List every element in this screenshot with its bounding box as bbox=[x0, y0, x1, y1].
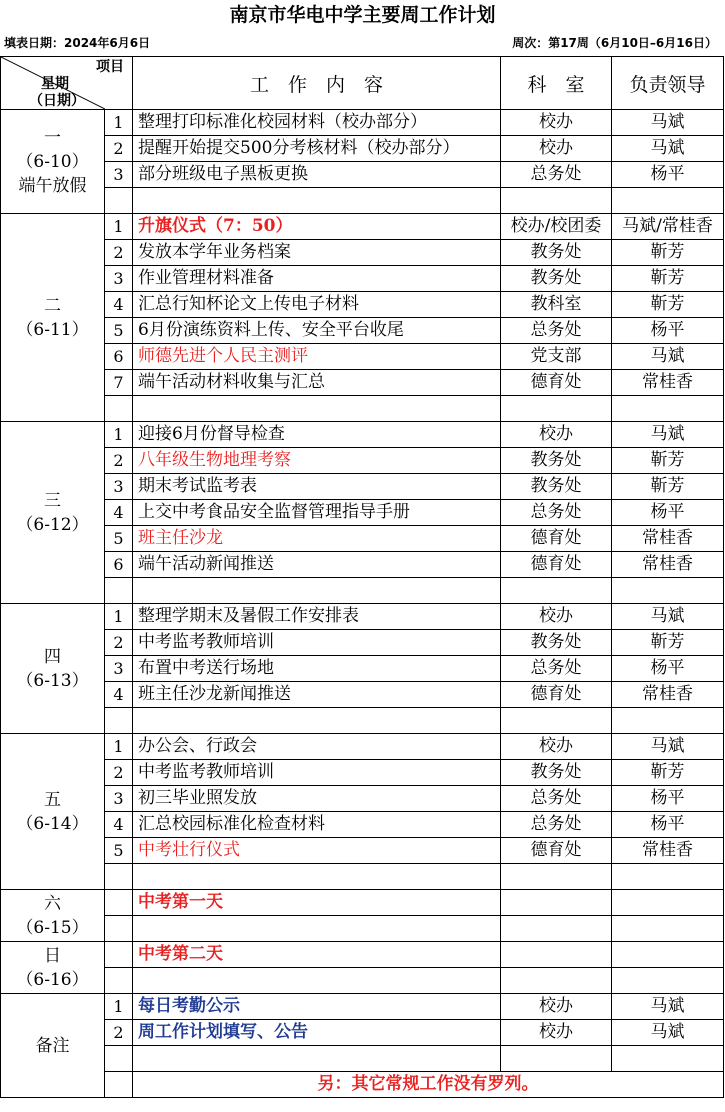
task-content: 中考监考教师培训 bbox=[133, 630, 501, 656]
task-dept: 总务处 bbox=[501, 656, 612, 682]
task-dept: 教务处 bbox=[501, 760, 612, 786]
task-dept: 总务处 bbox=[501, 786, 612, 812]
task-number: 3 bbox=[105, 786, 133, 812]
task-dept: 总务处 bbox=[501, 318, 612, 344]
day-cell bbox=[1, 942, 105, 994]
day-date: （6-14） bbox=[16, 813, 89, 834]
empty-cell bbox=[501, 1046, 612, 1072]
empty-cell bbox=[612, 942, 724, 968]
task-number: 2 bbox=[105, 136, 133, 162]
task-row bbox=[1, 812, 724, 838]
task-row bbox=[1, 240, 724, 266]
task-row bbox=[1, 786, 724, 812]
day-cell bbox=[1, 214, 105, 422]
blank-row bbox=[1, 968, 724, 994]
task-row bbox=[1, 344, 724, 370]
task-leader: 马斌 bbox=[612, 604, 724, 630]
plan-table bbox=[0, 56, 724, 1098]
task-leader: 马斌/常桂香 bbox=[612, 214, 724, 240]
task-leader: 靳芳 bbox=[612, 630, 724, 656]
task-row bbox=[1, 214, 724, 240]
task-content: 端午活动材料收集与汇总 bbox=[133, 370, 501, 396]
task-dept: 教务处 bbox=[501, 630, 612, 656]
task-dept: 校办 bbox=[501, 994, 612, 1020]
task-leader: 马斌 bbox=[612, 1020, 724, 1046]
task-row bbox=[1, 162, 724, 188]
task-leader: 常桂香 bbox=[612, 526, 724, 552]
task-row bbox=[1, 500, 724, 526]
task-number: 3 bbox=[105, 162, 133, 188]
note-row bbox=[1, 1072, 724, 1098]
day-date: （6-11） bbox=[16, 319, 89, 340]
task-leader: 马斌 bbox=[612, 344, 724, 370]
remarks-label: 备注 bbox=[1, 994, 105, 1098]
task-dept: 总务处 bbox=[501, 500, 612, 526]
task-dept: 德育处 bbox=[501, 682, 612, 708]
blank-row bbox=[1, 864, 724, 890]
weekend-event: 中考第二天 bbox=[133, 942, 501, 968]
task-leader: 杨平 bbox=[612, 318, 724, 344]
task-content: 初三毕业照发放 bbox=[133, 786, 501, 812]
task-row bbox=[1, 1020, 724, 1046]
empty-cell bbox=[133, 916, 501, 942]
empty-cell bbox=[501, 916, 612, 942]
task-number: 1 bbox=[105, 110, 133, 136]
empty-cell bbox=[612, 708, 724, 734]
content-header: 工 作 内 容 bbox=[133, 57, 501, 110]
empty-cell bbox=[501, 968, 612, 994]
empty-cell bbox=[501, 188, 612, 214]
task-dept: 教务处 bbox=[501, 240, 612, 266]
empty-cell bbox=[105, 968, 133, 994]
empty-cell bbox=[133, 968, 501, 994]
task-number: 4 bbox=[105, 292, 133, 318]
empty-cell bbox=[501, 890, 612, 916]
dept-header: 科 室 bbox=[501, 57, 612, 110]
day-name: 日 bbox=[44, 945, 61, 966]
empty-cell bbox=[133, 578, 501, 604]
header-row bbox=[1, 57, 724, 110]
task-number: 1 bbox=[105, 734, 133, 760]
empty-cell bbox=[105, 916, 133, 942]
empty-cell bbox=[133, 188, 501, 214]
task-content: 迎接6月份督导检查 bbox=[133, 422, 501, 448]
remarks-note: 另：其它常规工作没有罗列。 bbox=[133, 1072, 724, 1098]
task-dept: 校办 bbox=[501, 1020, 612, 1046]
task-row bbox=[1, 682, 724, 708]
task-dept: 德育处 bbox=[501, 838, 612, 864]
blank-row bbox=[1, 578, 724, 604]
weekend-event: 中考第一天 bbox=[133, 890, 501, 916]
leader-header: 负责领导 bbox=[612, 57, 724, 110]
task-dept: 党支部 bbox=[501, 344, 612, 370]
day-name: 六 bbox=[44, 893, 61, 914]
task-number: 5 bbox=[105, 318, 133, 344]
task-leader: 杨平 bbox=[612, 656, 724, 682]
task-dept: 教科室 bbox=[501, 292, 612, 318]
task-dept: 校办 bbox=[501, 604, 612, 630]
empty-cell bbox=[612, 1046, 724, 1072]
task-number: 7 bbox=[105, 370, 133, 396]
task-number: 3 bbox=[105, 656, 133, 682]
task-number: 4 bbox=[105, 500, 133, 526]
day-name: 三 bbox=[44, 490, 61, 511]
day-cell bbox=[1, 422, 105, 604]
task-number: 2 bbox=[105, 448, 133, 474]
task-number: 1 bbox=[105, 604, 133, 630]
task-leader: 靳芳 bbox=[612, 448, 724, 474]
task-number: 4 bbox=[105, 812, 133, 838]
empty-cell bbox=[105, 578, 133, 604]
task-dept: 校办 bbox=[501, 110, 612, 136]
task-dept: 教务处 bbox=[501, 474, 612, 500]
day-cell bbox=[1, 604, 105, 734]
task-content: 整理学期末及暑假工作安排表 bbox=[133, 604, 501, 630]
empty-cell bbox=[501, 578, 612, 604]
empty-cell bbox=[612, 968, 724, 994]
task-leader: 常桂香 bbox=[612, 370, 724, 396]
task-dept: 德育处 bbox=[501, 370, 612, 396]
task-content: 上交中考食品安全监督管理指导手册 bbox=[133, 500, 501, 526]
task-row bbox=[1, 292, 724, 318]
task-number: 2 bbox=[105, 240, 133, 266]
task-row bbox=[1, 474, 724, 500]
task-dept: 校办 bbox=[501, 734, 612, 760]
task-content: 整理打印标准化校园材料（校办部分） bbox=[133, 110, 501, 136]
task-leader: 杨平 bbox=[612, 812, 724, 838]
empty-cell bbox=[612, 578, 724, 604]
empty-cell bbox=[133, 1046, 501, 1072]
task-number: 3 bbox=[105, 266, 133, 292]
empty-cell bbox=[501, 942, 612, 968]
task-content: 中考监考教师培训 bbox=[133, 760, 501, 786]
weekend-row bbox=[1, 942, 724, 968]
blank-row bbox=[1, 188, 724, 214]
task-number: 1 bbox=[105, 994, 133, 1020]
task-leader: 马斌 bbox=[612, 110, 724, 136]
day-date: （6-10） bbox=[16, 151, 89, 172]
task-content: 八年级生物地理考察 bbox=[133, 448, 501, 474]
task-leader: 杨平 bbox=[612, 162, 724, 188]
corner-date-label: （日期） bbox=[29, 93, 85, 109]
task-content: 师德先进个人民主测评 bbox=[133, 344, 501, 370]
task-content: 班主任沙龙 bbox=[133, 526, 501, 552]
empty-cell bbox=[105, 942, 133, 968]
corner-header bbox=[1, 57, 133, 110]
task-row bbox=[1, 136, 724, 162]
task-content: 期末考试监考表 bbox=[133, 474, 501, 500]
task-leader: 杨平 bbox=[612, 500, 724, 526]
task-leader: 靳芳 bbox=[612, 240, 724, 266]
task-content: 布置中考送行场地 bbox=[133, 656, 501, 682]
task-number: 6 bbox=[105, 344, 133, 370]
task-content: 端午活动新闻推送 bbox=[133, 552, 501, 578]
empty-cell bbox=[501, 396, 612, 422]
task-content: 班主任沙龙新闻推送 bbox=[133, 682, 501, 708]
task-row bbox=[1, 760, 724, 786]
task-leader: 杨平 bbox=[612, 786, 724, 812]
task-content: 升旗仪式（7：50） bbox=[133, 214, 501, 240]
blank-row bbox=[1, 916, 724, 942]
task-dept: 总务处 bbox=[501, 812, 612, 838]
task-row bbox=[1, 266, 724, 292]
blank-row bbox=[1, 1046, 724, 1072]
empty-cell bbox=[133, 708, 501, 734]
task-content: 办公会、行政会 bbox=[133, 734, 501, 760]
task-row bbox=[1, 552, 724, 578]
page-title: 南京市华电中学主要周工作计划 bbox=[229, 4, 496, 26]
empty-cell bbox=[612, 916, 724, 942]
task-row bbox=[1, 604, 724, 630]
task-content: 部分班级电子黑板更换 bbox=[133, 162, 501, 188]
empty-cell bbox=[501, 864, 612, 890]
task-content: 作业管理材料准备 bbox=[133, 266, 501, 292]
task-row bbox=[1, 370, 724, 396]
task-dept: 德育处 bbox=[501, 526, 612, 552]
task-leader: 马斌 bbox=[612, 734, 724, 760]
task-leader: 马斌 bbox=[612, 994, 724, 1020]
corner-weekday-label: 星期 bbox=[41, 76, 69, 92]
day-date: （6-13） bbox=[16, 670, 89, 691]
task-number: 5 bbox=[105, 526, 133, 552]
empty-cell bbox=[105, 890, 133, 916]
empty-cell bbox=[612, 890, 724, 916]
task-row bbox=[1, 734, 724, 760]
task-dept: 校办 bbox=[501, 422, 612, 448]
task-number: 2 bbox=[105, 760, 133, 786]
task-number: 6 bbox=[105, 552, 133, 578]
task-number: 2 bbox=[105, 630, 133, 656]
task-leader: 常桂香 bbox=[612, 682, 724, 708]
task-number: 3 bbox=[105, 474, 133, 500]
empty-cell bbox=[105, 864, 133, 890]
empty-cell bbox=[105, 1072, 133, 1098]
empty-cell bbox=[105, 708, 133, 734]
task-dept: 教务处 bbox=[501, 448, 612, 474]
task-row bbox=[1, 422, 724, 448]
empty-cell bbox=[105, 396, 133, 422]
day-cell bbox=[1, 110, 105, 214]
task-content: 每日考勤公示 bbox=[133, 994, 501, 1020]
task-content: 汇总校园标准化检查材料 bbox=[133, 812, 501, 838]
task-dept: 校办 bbox=[501, 136, 612, 162]
corner-item-label: 项目 bbox=[96, 59, 124, 75]
task-dept: 校办/校团委 bbox=[501, 214, 612, 240]
task-content: 汇总行知杯论文上传电子材料 bbox=[133, 292, 501, 318]
day-name: 一 bbox=[44, 127, 61, 148]
task-row bbox=[1, 994, 724, 1020]
day-name: 四 bbox=[44, 646, 61, 667]
task-content: 提醒开始提交500分考核材料（校办部分） bbox=[133, 136, 501, 162]
fill-date: 填表日期：2024年6月6日 bbox=[4, 36, 151, 50]
empty-cell bbox=[612, 864, 724, 890]
task-number: 5 bbox=[105, 838, 133, 864]
task-row bbox=[1, 656, 724, 682]
task-content: 周工作计划填写、公告 bbox=[133, 1020, 501, 1046]
empty-cell bbox=[105, 188, 133, 214]
day-date: （6-16） bbox=[16, 969, 89, 990]
empty-cell bbox=[133, 864, 501, 890]
task-row bbox=[1, 630, 724, 656]
empty-cell bbox=[612, 396, 724, 422]
task-dept: 总务处 bbox=[501, 162, 612, 188]
task-leader: 马斌 bbox=[612, 136, 724, 162]
task-content: 6月份演练资料上传、安全平台收尾 bbox=[133, 318, 501, 344]
task-leader: 靳芳 bbox=[612, 292, 724, 318]
task-leader: 靳芳 bbox=[612, 474, 724, 500]
task-row bbox=[1, 838, 724, 864]
day-extra: 端午放假 bbox=[18, 175, 87, 196]
blank-row bbox=[1, 396, 724, 422]
week-range: 周次：第17周（6月10日–6月16日） bbox=[512, 36, 717, 50]
task-row bbox=[1, 110, 724, 136]
empty-cell bbox=[612, 188, 724, 214]
task-row bbox=[1, 526, 724, 552]
day-cell bbox=[1, 890, 105, 942]
task-dept: 德育处 bbox=[501, 552, 612, 578]
task-leader: 靳芳 bbox=[612, 760, 724, 786]
empty-cell bbox=[105, 1046, 133, 1072]
task-leader: 靳芳 bbox=[612, 266, 724, 292]
day-cell bbox=[1, 734, 105, 890]
day-name: 二 bbox=[44, 295, 61, 316]
empty-cell bbox=[501, 708, 612, 734]
task-row bbox=[1, 448, 724, 474]
task-leader: 常桂香 bbox=[612, 838, 724, 864]
task-content: 中考壮行仪式 bbox=[133, 838, 501, 864]
task-row bbox=[1, 318, 724, 344]
empty-cell bbox=[133, 396, 501, 422]
weekend-row bbox=[1, 890, 724, 916]
blank-row bbox=[1, 708, 724, 734]
day-date: （6-15） bbox=[16, 917, 89, 938]
day-date: （6-12） bbox=[16, 514, 89, 535]
task-dept: 教务处 bbox=[501, 266, 612, 292]
task-content: 发放本学年业务档案 bbox=[133, 240, 501, 266]
task-number: 1 bbox=[105, 422, 133, 448]
task-number: 2 bbox=[105, 1020, 133, 1046]
day-name: 五 bbox=[44, 789, 61, 810]
task-number: 1 bbox=[105, 214, 133, 240]
task-number: 4 bbox=[105, 682, 133, 708]
task-leader: 马斌 bbox=[612, 422, 724, 448]
task-leader: 常桂香 bbox=[612, 552, 724, 578]
